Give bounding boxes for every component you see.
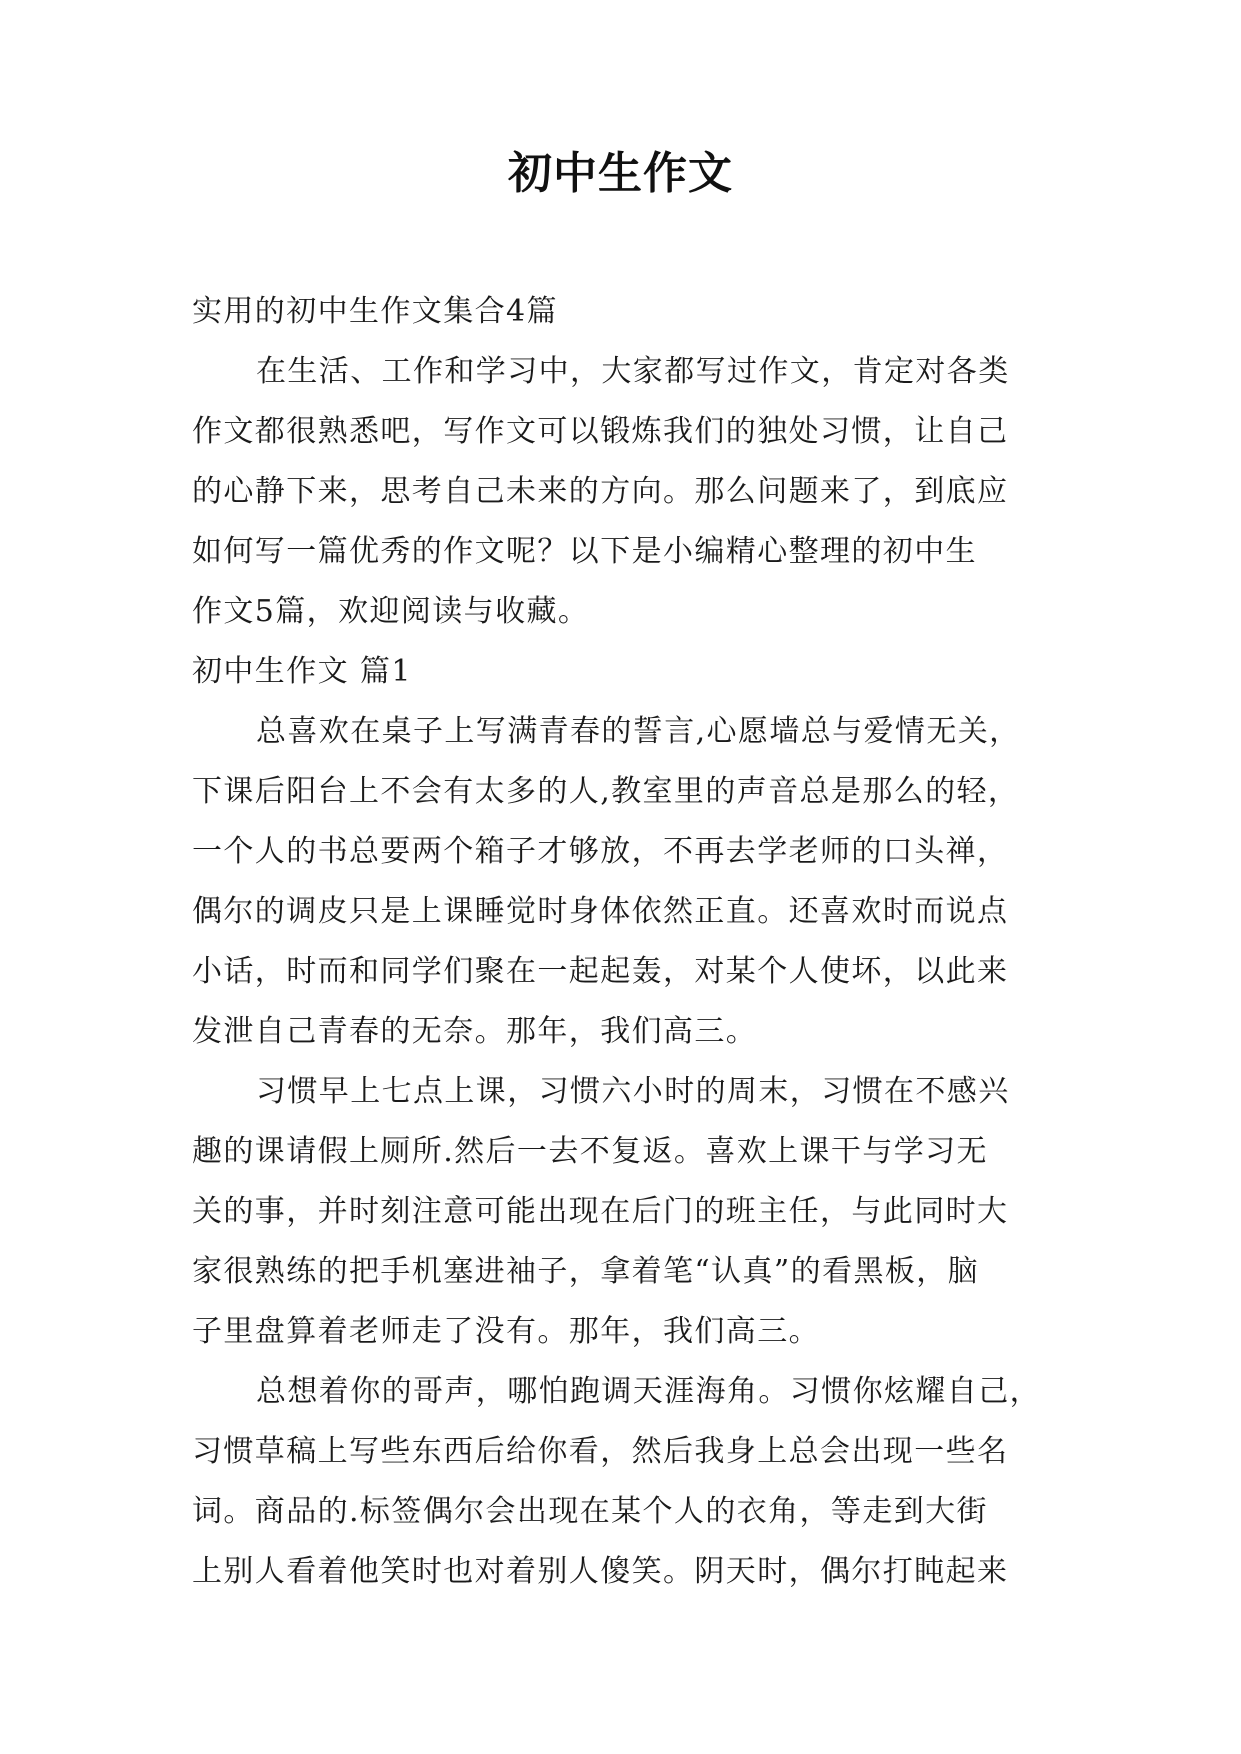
paragraph-line: 发泄自己青春的无奈。那年，我们高三。 [192,1014,758,1049]
intro-line: 作文5篇，欢迎阅读与收藏。 [192,594,590,629]
paragraph-3 [192,1371,1052,1611]
intro-line: 的心静下来，思考自己未来的方向。那么问题来了，到底应 [192,474,1009,509]
paragraph-line: 习惯草稿上写些东西后给你看，然后我身上总会出现一些名 [192,1434,1009,1469]
paragraph-line: 子里盘算着老师走了没有。那年，我们高三。 [192,1314,820,1349]
paragraph-2 [192,1071,1052,1371]
paragraph-line: 词。商品的.标签偶尔会出现在某个人的衣角，等走到大街 [192,1494,988,1529]
section-heading: 初中生作文 篇1 [192,654,412,689]
paragraph-line: 习惯早上七点上课，习惯六小时的周末，习惯在不感兴 [256,1074,1010,1109]
intro-paragraph [192,351,1052,651]
document-title: 初中生作文 [508,148,733,199]
document-body [192,291,1052,1611]
paragraph-line: 一个人的书总要两个箱子才够放，不再去学老师的口头禅， [192,834,1009,869]
paragraph-line: 趣的课请假上厕所.然后一去不复返。喜欢上课干与学习无 [192,1134,988,1169]
paragraph-line: 小话，时而和同学们聚在一起起轰，对某个人使坏，以此来 [192,954,1009,989]
paragraph-line: 总想着你的哥声，哪怕跑调天涯海角。习惯你炫耀自己， [256,1374,1041,1409]
paragraph-line: 家很熟练的把手机塞进袖子，拿着笔“认真”的看黑板，脑 [192,1254,980,1289]
paragraph-line: 上别人看着他笑时也对着别人傻笑。阴天时，偶尔打盹起来 [192,1554,1009,1589]
paragraph-line: 总喜欢在桌子上写满青春的誓言,心愿墙总与爱情无关， [256,714,1021,749]
intro-line: 作文都很熟悉吧，写作文可以锻炼我们的独处习惯，让自己 [192,414,1009,449]
intro-line: 如何写一篇优秀的作文呢？以下是小编精心整理的初中生 [192,534,977,569]
paragraph-line: 下课后阳台上不会有太多的人,教室里的声音总是那么的轻， [192,774,1020,809]
intro-line: 在生活、工作和学习中，大家都写过作文，肯定对各类 [256,354,1010,389]
paragraph-line: 偶尔的调皮只是上课睡觉时身体依然正直。还喜欢时而说点 [192,894,1009,929]
paragraph-line: 关的事，并时刻注意可能出现在后门的班主任，与此同时大 [192,1194,1009,1229]
document-subtitle: 实用的初中生作文集合4篇 [192,294,558,329]
paragraph-1 [192,711,1052,1071]
